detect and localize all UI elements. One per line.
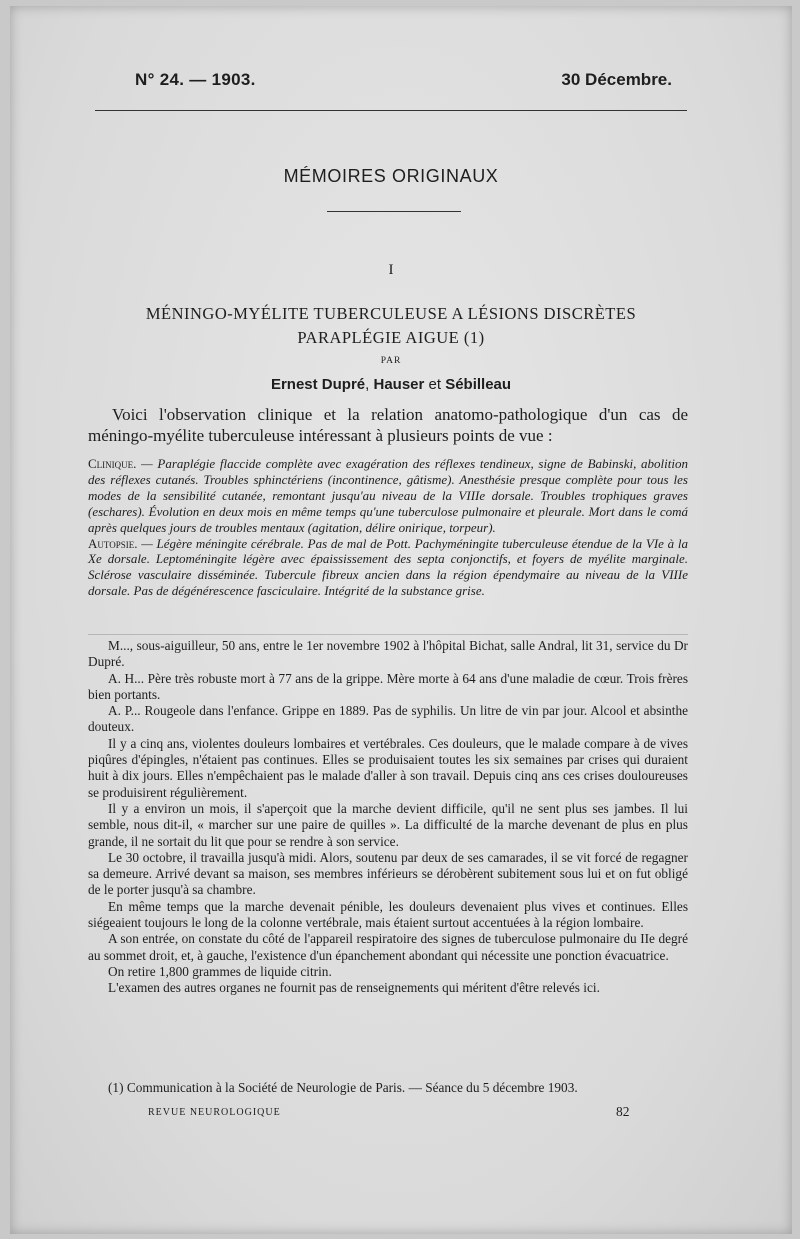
body-paragraph: Il y a environ un mois, il s'aperçoit que la marche devient difficile, qu'il ne sent plus ses jambes. Il lui semble, nous dit-il, « marcher sur une paire de quilles ». La difficulté de la marche devenant de plus en plus grande, il ne sortait du lit que pour se rendre à son service. [88, 800, 688, 849]
by-label: PAR [380, 356, 402, 366]
body-paragraph: A. P... Rougeole dans l'enfance. Grippe en 1889. Pas de syphilis. Un litre de vin par jour. Alcool et absinthe douteux. [88, 703, 688, 735]
journal-page [10, 6, 792, 1234]
author-hauser: Hauser [373, 376, 425, 393]
autopsie-label: Autopsie. [88, 535, 138, 551]
clinique-text: — Paraplégie flaccide complète avec exagération des réflexes tendineux, signe de Babinski, abolition des réflexes cutanés. Troubles sphinctériens (incontinence, gâtisme). Anesthésie presque complète pour tous les modes de la sensibilité cutanée, remontant jusqu'au niveau de la VIIIe dorsale. Troubles trophiques graves (eschares). Évolution en deux mois en même temps qu'une tuberculose pulmonaire et pleurale. Mort dans le comá après quelques jours de troubles mentaux (agitation, délire onirique, torpeur). [88, 456, 688, 535]
body-paragraph: Il y a cinq ans, violentes douleurs lombaires et vertébrales. Ces douleurs, que le malade compare à de vives piqûres d'épingles, n'étaient pas continues. Elles se produisaient toutes les six semaines par crises qui duraient huit à dix jours. Elles n'empêchaient pas le malade d'aller à son travail. Depuis cinq ans ces crises douloureuses se produisirent régulièrement. [88, 735, 688, 800]
page-number: 82 [616, 1104, 630, 1119]
clinique-label: Clinique. [88, 456, 137, 471]
author-dupre: Ernest Dupré [270, 376, 366, 393]
body-paragraph: En même temps que la marche devenait pénible, les douleurs devenaient plus vives et continues. Elles siégeaient toujours le long de la colonne vertébrale, mais étaient surtout accentuées à la région lombaire. [88, 898, 688, 931]
body-paragraph: A. H... Père très robuste mort à 77 ans de la grippe. Mère morte à 64 ans d'une maladie de cœur. Trois frères bien portants. [88, 670, 688, 702]
header-rule [95, 110, 687, 111]
section-rule [327, 211, 461, 212]
intro-paragraph: Voici l'observation clinique et la relation anatomo-pathologique d'un cas de méningo-myélite tuberculeuse intéressant à plusieurs points de vue : [88, 405, 688, 445]
article-number: I [388, 262, 394, 278]
body-paragraph: L'examen des autres organes ne fournit pas de renseignements qui méritent d'être relevés ici. [108, 980, 600, 996]
issue-number: N° 24. — 1903. [135, 70, 256, 89]
journal-name: REVUE NEUROLOGIQUE [148, 1107, 281, 1118]
article-body [88, 638, 688, 997]
section-title: MÉMOIRES ORIGINAUX [283, 166, 499, 186]
article-title-line2: PARAPLÉGIE AIGUE (1) [297, 328, 485, 347]
issue-date: 30 Décembre. [561, 70, 672, 89]
case-summary [88, 456, 688, 599]
article-title-line1: MÉNINGO-MYÉLITE TUBERCULEUSE A LÉSIONS DISCRÈTES [145, 304, 637, 323]
body-paragraph: A son entrée, on constate du côté de l'appareil respiratoire des signes de tuberculose pulmonaire du IIe degré au sommet droit, et, à gauche, l'existence d'un épanchement abondant qui nécessite une ponction évacuatrice. [88, 931, 688, 963]
body-paragraph: Le 30 octobre, il travailla jusqu'à midi. Alors, soutenu par deux de ses camarades, il se vit forcé de regagner sa demeure. Arrivé devant sa maison, ses membres inférieurs se dérobèrent subitement sous lui et on fut obligé de le porter jusqu'à sa chambre. [88, 849, 688, 898]
authors: Ernest Dupré, Hauser et Sébilleau [270, 376, 512, 393]
body-paragraph: M..., sous-aiguilleur, 50 ans, entre le 1er novembre 1902 à l'hôpital Bichat, salle Andral, lit 31, service du Dr Dupré. [88, 638, 688, 670]
autopsie-text: — Légère méningite cérébrale. Pas de mal de Pott. Pachyméningite tuberculeuse étendue de la VIe à la Xe dorsale. Leptoméningite légère avec épaississement des septa conjonctifs, et foyers de myélite marginale. Sclérose vasculaire disséminée. Tubercule fibreux ancien dans la région épendymaire au niveau de la VIIIe dorsale. Pas de dégénérescence fasciculaire. Intégrité de la substance grise. [88, 535, 689, 599]
autopsie-paragraph [88, 536, 688, 600]
author-sebilleau: Sébilleau [445, 376, 512, 393]
body-paragraph: On retire 1,800 grammes de liquide citrin. [108, 963, 332, 979]
author-conjunction: et [428, 376, 442, 393]
clinique-paragraph [88, 456, 688, 536]
footnote: (1) Communication à la Société de Neurologie de Paris. — Séance du 5 décembre 1903. [108, 1080, 578, 1095]
summary-divider [88, 634, 688, 635]
